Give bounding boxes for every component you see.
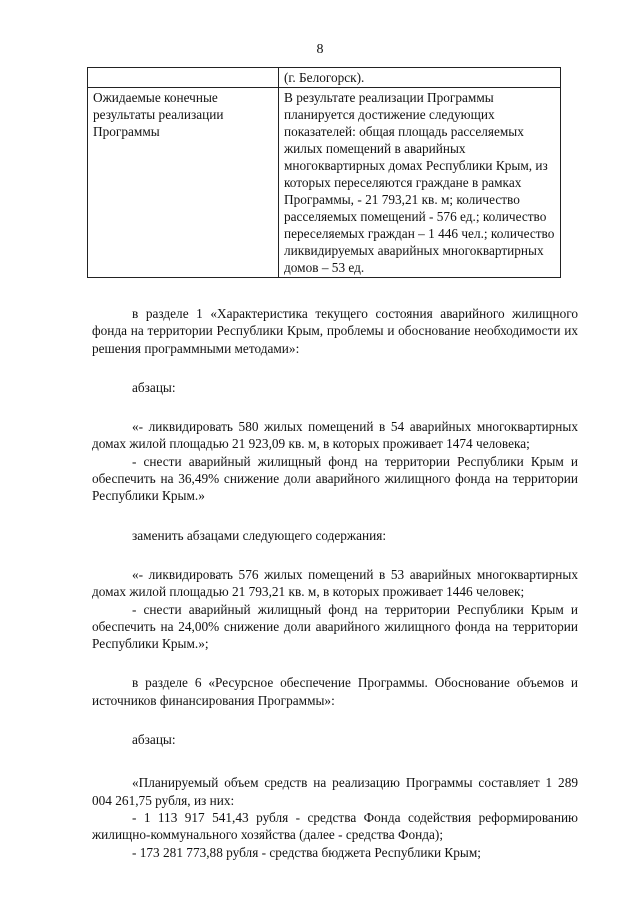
table-cell-label — [88, 68, 279, 88]
new-paragraph-1: «- ликвидировать 576 жилых помещений в 53 аварийных многоквартирных домах жилой площадью 21 793,21 кв. м, в которых проживает 1446 человек; — [92, 566, 578, 600]
financing-paragraph-3: - 173 281 773,88 рубля - средства бюджета Республики Крым; — [132, 844, 481, 860]
page-number: 8 — [316, 42, 324, 57]
table-row — [88, 88, 561, 278]
old-paragraph-1: «- ликвидировать 580 жилых помещений в 54 аварийных многоквартирных домах жилой площадью 21 923,09 кв. м, в которых проживает 1474 человека; — [92, 419, 578, 452]
table-cell-value: В результате реализации Программы планируется достижение следующих показателей: общая площадь расселяемых жилых помещений в аварийных многоквартирных домах Республики Крым, из которых переселяются граждане в рамках Программы, - 21 793,21 кв. м; количество расселяемых помещений - 576 ед.; количество переселяемых граждан – 1 446 чел.; количество ликвидируемых аварийных многоквартирных домов – 53 ед. — [279, 88, 561, 278]
new-paragraph-2: - снести аварийный жилищный фонд на территории Республики Крым и обеспечить на 24,00% снижение доли аварийного жилищного фонда на территории Республики Крым.»; — [92, 601, 578, 652]
table-cell-label: Ожидаемые конечные результаты реализации Программы — [88, 88, 279, 278]
financing-paragraph-1: «Планируемый объем средств на реализацию Программы составляет 1 289 004 261,75 рубля, из них: — [92, 775, 578, 808]
section1-intro: в разделе 1 «Характеристика текущего состояния аварийного жилищного фонда на территории Республики Крым, проблемы и обоснование необходимости их решения программными методами»: — [92, 306, 578, 356]
program-passport-table — [87, 67, 561, 278]
abzacy-label: абзацы: — [132, 379, 176, 395]
replace-intro: заменить абзацами следующего содержания: — [132, 527, 387, 543]
old-paragraph-2: - снести аварийный жилищный фонд на территории Республики Крым и обеспечить на 36,49% снижение доли аварийного жилищного фонда на территории Республики Крым.» — [92, 453, 578, 504]
table-cell-value: (г. Белогорск). — [279, 68, 561, 88]
table-row — [88, 68, 561, 88]
document-body — [92, 305, 578, 861]
section6-intro: в разделе 6 «Ресурсное обеспечение Программы. Обоснование объемов и источников финансирования Программы»: — [92, 675, 578, 708]
financing-paragraph-2: - 1 113 917 541,43 рубля - средства Фонда содействия реформированию жилищно-коммунального хозяйства (далее - средства Фонда); — [92, 809, 578, 843]
abzacy-label: абзацы: — [132, 732, 176, 748]
